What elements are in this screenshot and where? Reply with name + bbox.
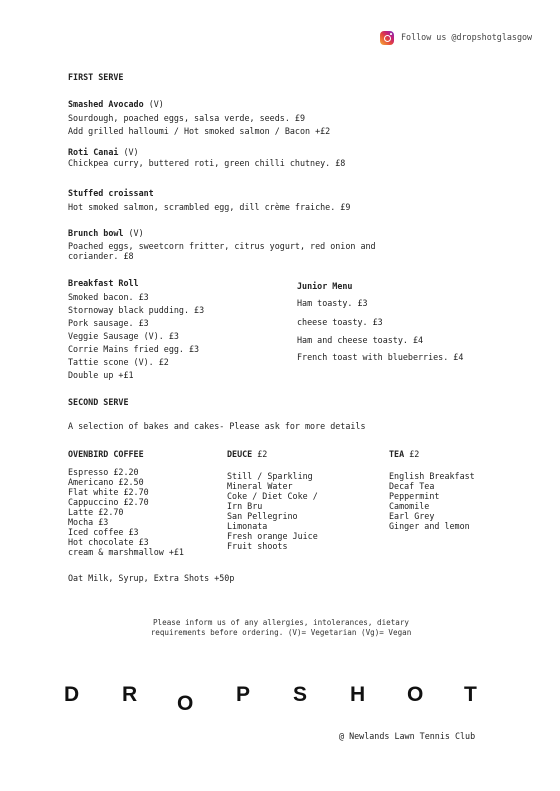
dish-tag: (V)	[148, 99, 164, 109]
list-item: cream & marshmallow +£1	[68, 547, 184, 557]
list-item: Irn Bru	[227, 501, 263, 511]
list-item: cheese toasty. £3	[297, 317, 383, 327]
smashed-avocado-title	[68, 99, 164, 109]
logo-letter: R	[122, 683, 138, 706]
list-item: Camomile	[389, 501, 430, 511]
roti-canai-title	[68, 147, 139, 157]
list-item: Double up +£1	[68, 370, 134, 380]
junior-menu-title: Junior Menu	[297, 281, 353, 291]
section-price: £2	[257, 449, 268, 459]
breakfast-roll-title: Breakfast Roll	[68, 278, 139, 288]
list-item: Peppermint	[389, 491, 440, 501]
logo-letter: O	[177, 692, 194, 715]
dish-name: Smashed Avocado	[68, 99, 144, 109]
list-item: Earl Grey	[389, 511, 435, 521]
first-serve-heading: FIRST SERVE	[68, 72, 124, 82]
tea-list	[389, 471, 475, 531]
deuce-title	[227, 449, 267, 459]
dish-tag: (V)	[128, 228, 144, 238]
tea-title	[389, 449, 419, 459]
logo-letter: O	[407, 683, 424, 706]
list-item: Fruit shoots	[227, 541, 288, 551]
logo-letter: D	[64, 683, 80, 706]
list-item: Ham and cheese toasty. £4	[297, 335, 424, 345]
instagram-icon[interactable]	[380, 31, 394, 45]
instagram-follow-text[interactable]: Follow us @dropshotglasgow	[401, 32, 533, 42]
dish-description: coriander. £8	[68, 251, 134, 261]
list-item: Decaf Tea	[389, 481, 435, 491]
location-text: @ Newlands Lawn Tennis Club	[339, 731, 476, 741]
list-item: Corrie Mains fried egg. £3	[68, 344, 200, 354]
list-item: Tattie scone (V). £2	[68, 357, 169, 367]
list-item: Cappuccino £2.70	[68, 497, 149, 507]
dish-description: Hot smoked salmon, scrambled egg, dill crème fraiche. £9	[68, 202, 351, 212]
drink-extras: Oat Milk, Syrup, Extra Shots +50p	[68, 573, 235, 583]
list-item: Veggie Sausage (V). £3	[68, 331, 179, 341]
list-item: Smoked bacon. £3	[68, 292, 149, 302]
list-item: Limonata	[227, 521, 268, 531]
list-item: French toast with blueberries. £4	[297, 352, 464, 362]
second-serve-heading: SECOND SERVE	[68, 397, 129, 407]
logo-letter: H	[350, 683, 366, 706]
dish-extras: Add grilled halloumi / Hot smoked salmon / Bacon +£2	[68, 126, 331, 136]
logo-letter: S	[293, 683, 308, 706]
brunch-bowl-title	[68, 228, 144, 238]
list-item: Flat white £2.70	[68, 487, 149, 497]
section-price: £2	[409, 449, 420, 459]
deuce-list	[227, 471, 318, 551]
ovenbird-coffee-title: OVENBIRD COFFEE	[68, 449, 144, 459]
list-item: Still / Sparkling	[227, 471, 313, 481]
list-item: Ginger and lemon	[389, 521, 470, 531]
list-item: Fresh orange Juice	[227, 531, 318, 541]
second-serve-description: A selection of bakes and cakes- Please ask for more details	[68, 421, 366, 431]
coffee-list	[68, 467, 184, 557]
dish-tag: (V)	[123, 147, 139, 157]
list-item: Mocha £3	[68, 517, 109, 527]
dish-name: Roti Canai	[68, 147, 119, 157]
list-item: English Breakfast	[389, 471, 475, 481]
allergy-note: Please inform us of any allergies, intolerances, dietary requirements before ordering. (V)= Vegetarian (Vg)= Vegan	[150, 618, 412, 637]
list-item: Latte £2.70	[68, 507, 124, 517]
list-item: Pork sausage. £3	[68, 318, 149, 328]
dish-description: Sourdough, poached eggs, salsa verde, seeds. £9	[68, 113, 305, 123]
dish-name: Brunch bowl	[68, 228, 124, 238]
list-item: San Pellegrino	[227, 511, 298, 521]
dish-description: Chickpea curry, buttered roti, green chilli chutney. £8	[68, 158, 346, 168]
list-item: Hot chocolate £3	[68, 537, 149, 547]
breakfast-roll-list	[68, 291, 204, 382]
logo-letter: T	[464, 683, 477, 706]
dish-description: Poached eggs, sweetcorn fritter, citrus yogurt, red onion and	[68, 241, 376, 251]
section-name: TEA	[389, 449, 405, 459]
logo-letter: P	[236, 683, 251, 706]
section-name: DEUCE	[227, 449, 253, 459]
list-item: Mineral Water	[227, 481, 293, 491]
list-item: Coke / Diet Coke /	[227, 491, 318, 501]
list-item: Ham toasty. £3	[297, 298, 368, 308]
list-item: Espresso £2.20	[68, 467, 139, 477]
list-item: Americano £2.50	[68, 477, 144, 487]
list-item: Iced coffee £3	[68, 527, 139, 537]
list-item: Stornoway black pudding. £3	[68, 305, 205, 315]
stuffed-croissant-title: Stuffed croissant	[68, 188, 154, 198]
